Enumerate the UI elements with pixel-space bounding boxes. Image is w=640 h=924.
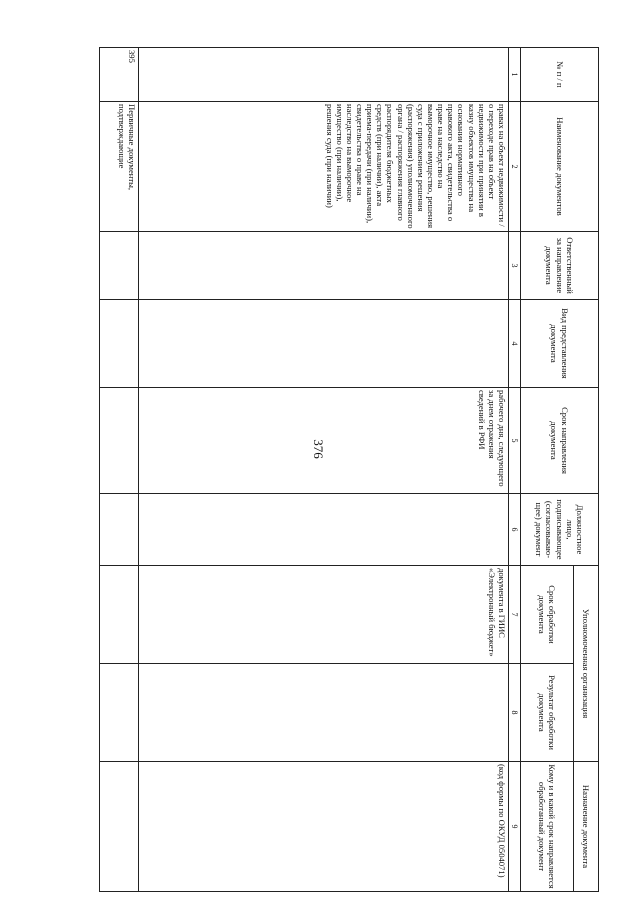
col-index: 4 (509, 300, 521, 388)
cell-empty (100, 232, 139, 300)
cell-name: правах на объект недвижимости / о переходе прав на объект недвижимости при принятии в казну объектов имущества на основании нормативного правового акта, свидетельства о праве на наследство на выморочное имущество, решения суда с приложением решения (распоряжения) уполномоченного органа / распоряжения главного распорядителя бюджетных средств (при наличии), акта приема-передачи (при наличии), свидетельства о праве на наследство на выморочное имущество (при наличии), решения суда (при наличии) (139, 102, 509, 232)
cell-empty (100, 300, 139, 388)
cell-name: Первичные документы, подтверждающие (100, 102, 139, 232)
cell-proc-period: документа в ГИИС «Электронный бюджет» (139, 566, 509, 664)
cell-empty (100, 566, 139, 664)
cell-num (139, 48, 509, 102)
header-num: № п / п (521, 48, 599, 102)
header-row-top (574, 48, 599, 892)
col-index: 9 (509, 762, 521, 892)
page-number: 376 (310, 439, 326, 459)
rotated-table-container (65, 47, 599, 891)
col-index: 5 (509, 388, 521, 494)
cell-empty (100, 388, 139, 494)
cell-deadline: рабочего дня, следующего за днем отражения сведений в РФИ (139, 388, 509, 494)
col-index: 2 (509, 102, 521, 232)
cell-responsible (139, 232, 509, 300)
header-official: Должностное лицо, подписывающее (согласовываю-щее) документ (521, 494, 599, 566)
header-proc-result: Результат обработки документа (521, 664, 574, 762)
documents-table (99, 47, 599, 892)
column-index-row (509, 48, 521, 892)
header-deadline: Срок направления документа (521, 388, 599, 494)
col-index: 1 (509, 48, 521, 102)
table-row (139, 48, 509, 892)
header-purpose-sub: Кому и в какой срок направляется обработанный документ (521, 762, 574, 892)
header-purpose: Назначение документа (574, 762, 599, 892)
cell-proc-result (139, 664, 509, 762)
header-name: Наименование документов (521, 102, 599, 232)
col-index: 8 (509, 664, 521, 762)
cell-view (139, 300, 509, 388)
col-index: 7 (509, 566, 521, 664)
col-index: 6 (509, 494, 521, 566)
header-auth-org: Уполномоченная организация (574, 566, 599, 762)
col-index: 3 (509, 232, 521, 300)
cell-empty (100, 664, 139, 762)
cell-purpose: (код формы по ОКУД 0504071) (139, 762, 509, 892)
cell-official (139, 494, 509, 566)
cell-empty (100, 494, 139, 566)
header-proc-period: Срок обработки документа (521, 566, 574, 664)
table-row (100, 48, 139, 892)
header-view: Вид представления документа (521, 300, 599, 388)
header-responsible: Ответственный за направление документа (521, 232, 599, 300)
cell-num: 395 (100, 48, 139, 102)
cell-empty (100, 762, 139, 892)
